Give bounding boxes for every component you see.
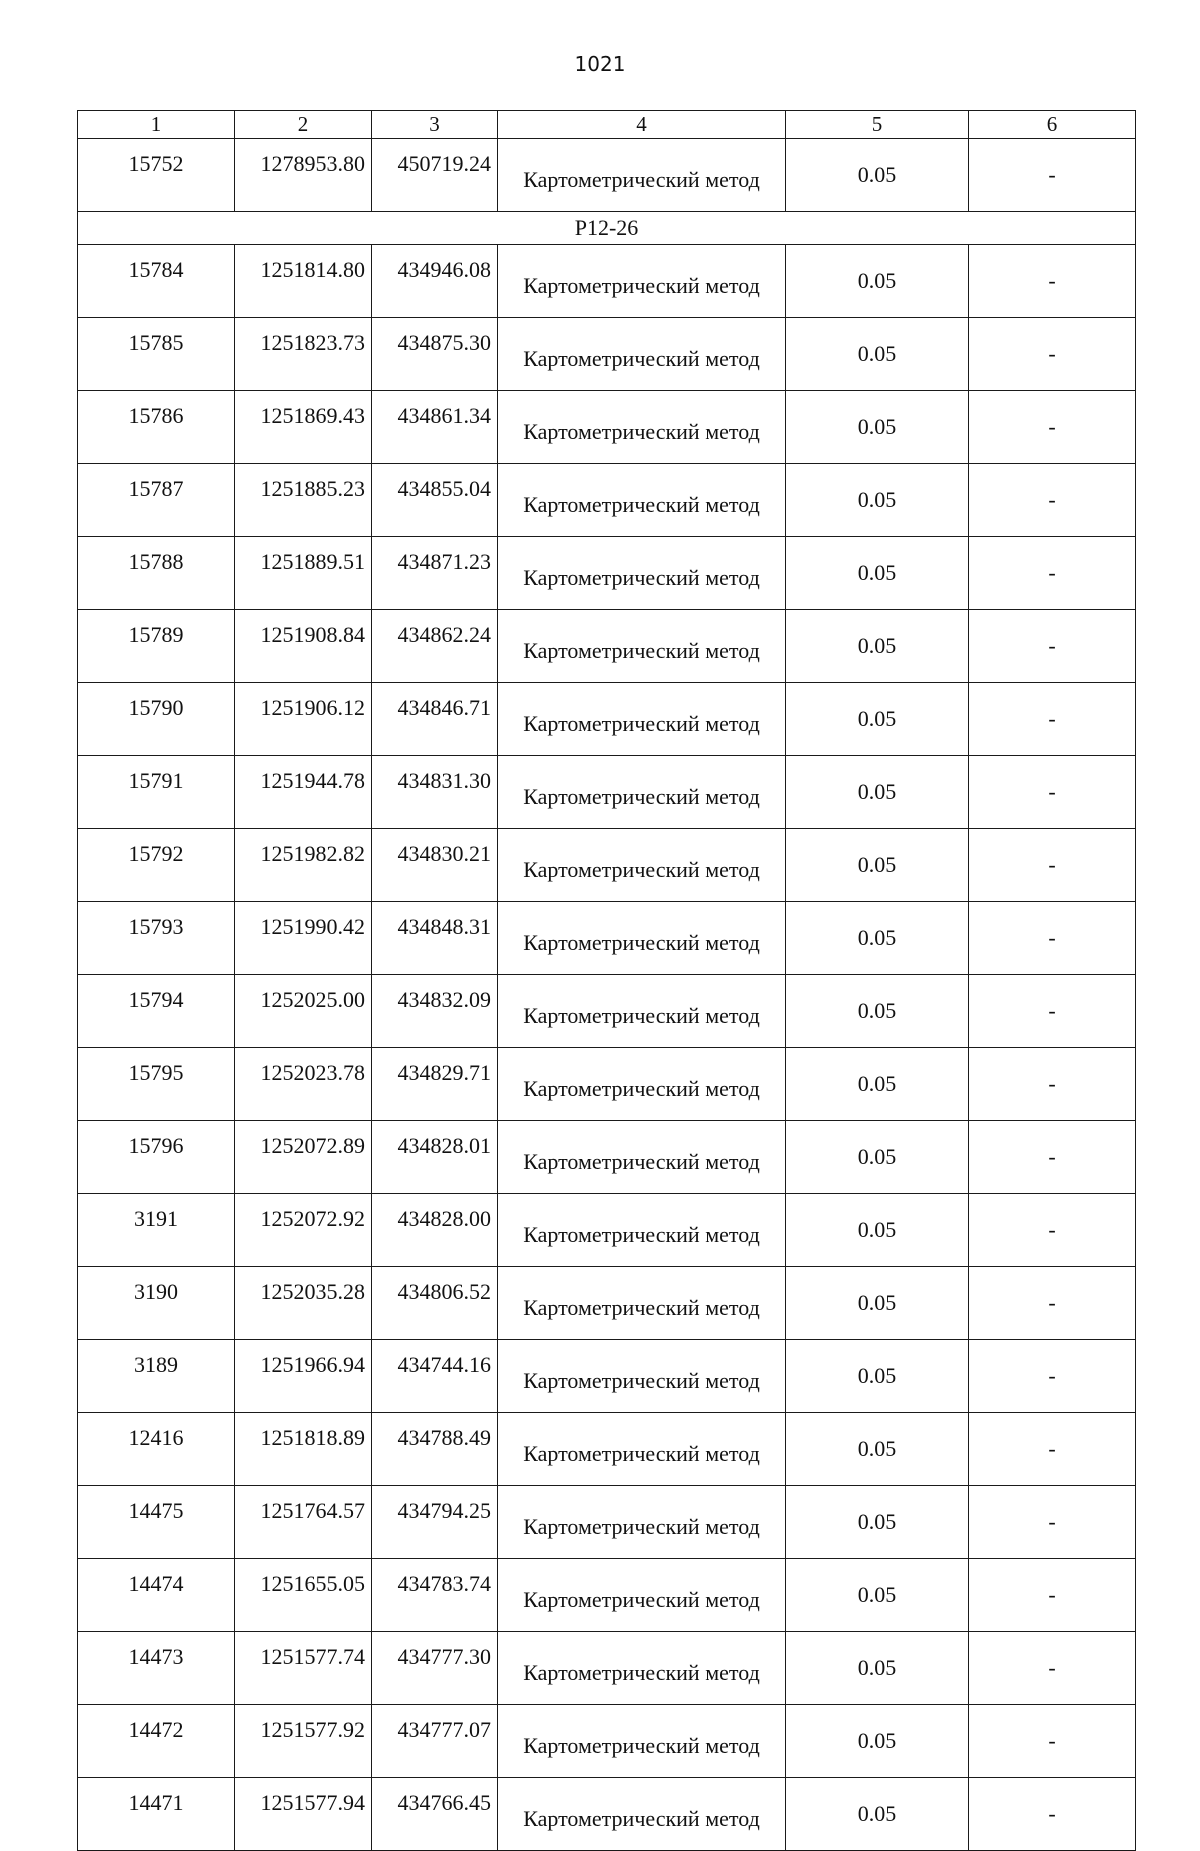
table-row <box>78 1194 1136 1267</box>
coordinate-x: 1252023.78 <box>235 1048 372 1121</box>
point-number: 3189 <box>78 1340 235 1413</box>
accuracy: 0.05 <box>786 139 969 212</box>
coordinate-x: 1251655.05 <box>235 1559 372 1632</box>
accuracy: 0.05 <box>786 902 969 975</box>
accuracy: 0.05 <box>786 1194 969 1267</box>
method: Картометрический метод <box>498 318 786 391</box>
method: Картометрический метод <box>498 1778 786 1851</box>
method: Картометрический метод <box>498 1121 786 1194</box>
description: - <box>969 1486 1136 1559</box>
method: Картометрический метод <box>498 1486 786 1559</box>
point-number: 14474 <box>78 1559 235 1632</box>
coordinate-x: 1252035.28 <box>235 1267 372 1340</box>
point-number: 15785 <box>78 318 235 391</box>
accuracy: 0.05 <box>786 610 969 683</box>
coordinate-y: 434862.24 <box>372 610 498 683</box>
description: - <box>969 683 1136 756</box>
coordinate-x: 1251577.74 <box>235 1632 372 1705</box>
description: - <box>969 756 1136 829</box>
table-row <box>78 1340 1136 1413</box>
accuracy: 0.05 <box>786 1559 969 1632</box>
coordinate-y: 450719.24 <box>372 139 498 212</box>
coordinate-y: 434946.08 <box>372 245 498 318</box>
coordinate-y: 434794.25 <box>372 1486 498 1559</box>
coordinate-y: 434831.30 <box>372 756 498 829</box>
method: Картометрический метод <box>498 1048 786 1121</box>
method: Картометрический метод <box>498 139 786 212</box>
coordinate-y: 434855.04 <box>372 464 498 537</box>
accuracy: 0.05 <box>786 1267 969 1340</box>
table-row <box>78 245 1136 318</box>
point-number: 14475 <box>78 1486 235 1559</box>
description: - <box>969 610 1136 683</box>
page-number: 1021 <box>574 52 626 76</box>
accuracy: 0.05 <box>786 1705 969 1778</box>
point-number: 15794 <box>78 975 235 1048</box>
coordinate-x: 1251908.84 <box>235 610 372 683</box>
table-row <box>78 1486 1136 1559</box>
point-number: 15789 <box>78 610 235 683</box>
coordinate-x: 1251869.43 <box>235 391 372 464</box>
coordinate-x: 1251814.80 <box>235 245 372 318</box>
accuracy: 0.05 <box>786 391 969 464</box>
accuracy: 0.05 <box>786 1048 969 1121</box>
method: Картометрический метод <box>498 1194 786 1267</box>
coordinate-x: 1251944.78 <box>235 756 372 829</box>
table-row <box>78 756 1136 829</box>
coordinate-y: 434777.07 <box>372 1705 498 1778</box>
coordinate-y: 434806.52 <box>372 1267 498 1340</box>
coordinate-y: 434861.34 <box>372 391 498 464</box>
table-row <box>78 1048 1136 1121</box>
description: - <box>969 902 1136 975</box>
coordinate-x: 1251818.89 <box>235 1413 372 1486</box>
point-number: 15787 <box>78 464 235 537</box>
table-row <box>78 829 1136 902</box>
description: - <box>969 1121 1136 1194</box>
method: Картометрический метод <box>498 902 786 975</box>
table-row <box>78 1632 1136 1705</box>
accuracy: 0.05 <box>786 245 969 318</box>
coordinates-table <box>77 110 1136 1851</box>
description: - <box>969 1267 1136 1340</box>
point-number: 15790 <box>78 683 235 756</box>
accuracy: 0.05 <box>786 1121 969 1194</box>
coordinate-x: 1252072.92 <box>235 1194 372 1267</box>
accuracy: 0.05 <box>786 1486 969 1559</box>
column-header-2: 2 <box>235 111 372 139</box>
point-number: 15784 <box>78 245 235 318</box>
method: Картометрический метод <box>498 683 786 756</box>
point-number: 14472 <box>78 1705 235 1778</box>
accuracy: 0.05 <box>786 537 969 610</box>
method: Картометрический метод <box>498 610 786 683</box>
point-number: 15786 <box>78 391 235 464</box>
coordinate-x: 1251982.82 <box>235 829 372 902</box>
accuracy: 0.05 <box>786 975 969 1048</box>
point-number: 15792 <box>78 829 235 902</box>
table-row <box>78 683 1136 756</box>
column-header-1: 1 <box>78 111 235 139</box>
table-row <box>78 318 1136 391</box>
coordinate-y: 434846.71 <box>372 683 498 756</box>
accuracy: 0.05 <box>786 1778 969 1851</box>
method: Картометрический метод <box>498 975 786 1048</box>
method: Картометрический метод <box>498 464 786 537</box>
column-header-6: 6 <box>969 111 1136 139</box>
description: - <box>969 1048 1136 1121</box>
description: - <box>969 391 1136 464</box>
coordinate-x: 1251764.57 <box>235 1486 372 1559</box>
coordinate-x: 1252072.89 <box>235 1121 372 1194</box>
accuracy: 0.05 <box>786 1413 969 1486</box>
table-row <box>78 537 1136 610</box>
coordinate-x: 1278953.80 <box>235 139 372 212</box>
point-number: 15793 <box>78 902 235 975</box>
accuracy: 0.05 <box>786 1340 969 1413</box>
coordinate-y: 434871.23 <box>372 537 498 610</box>
section-label: Р12-26 <box>78 212 1136 245</box>
method: Картометрический метод <box>498 756 786 829</box>
description: - <box>969 1778 1136 1851</box>
coordinate-x: 1251966.94 <box>235 1340 372 1413</box>
table-row <box>78 1705 1136 1778</box>
point-number: 15791 <box>78 756 235 829</box>
coordinate-x: 1251889.51 <box>235 537 372 610</box>
table-row <box>78 1559 1136 1632</box>
table-row <box>78 1267 1136 1340</box>
column-header-4: 4 <box>498 111 786 139</box>
coordinate-x: 1251906.12 <box>235 683 372 756</box>
point-number: 14473 <box>78 1632 235 1705</box>
description: - <box>969 975 1136 1048</box>
coordinate-x: 1251885.23 <box>235 464 372 537</box>
method: Картометрический метод <box>498 1340 786 1413</box>
description: - <box>969 1413 1136 1486</box>
description: - <box>969 537 1136 610</box>
table-row <box>78 975 1136 1048</box>
point-number: 15796 <box>78 1121 235 1194</box>
description: - <box>969 464 1136 537</box>
coordinate-y: 434744.16 <box>372 1340 498 1413</box>
coordinate-x: 1251577.94 <box>235 1778 372 1851</box>
coordinate-y: 434875.30 <box>372 318 498 391</box>
coordinate-x: 1252025.00 <box>235 975 372 1048</box>
description: - <box>969 1340 1136 1413</box>
method: Картометрический метод <box>498 245 786 318</box>
accuracy: 0.05 <box>786 756 969 829</box>
description: - <box>969 245 1136 318</box>
section-row <box>78 212 1136 245</box>
coordinate-y: 434832.09 <box>372 975 498 1048</box>
coordinate-y: 434788.49 <box>372 1413 498 1486</box>
point-number: 15788 <box>78 537 235 610</box>
point-number: 15795 <box>78 1048 235 1121</box>
accuracy: 0.05 <box>786 1632 969 1705</box>
coordinate-y: 434848.31 <box>372 902 498 975</box>
coordinate-y: 434830.21 <box>372 829 498 902</box>
description: - <box>969 139 1136 212</box>
table-row <box>78 139 1136 212</box>
column-header-3: 3 <box>372 111 498 139</box>
coordinate-y: 434777.30 <box>372 1632 498 1705</box>
coordinate-y: 434829.71 <box>372 1048 498 1121</box>
coordinate-y: 434766.45 <box>372 1778 498 1851</box>
coordinate-x: 1251577.92 <box>235 1705 372 1778</box>
description: - <box>969 829 1136 902</box>
method: Картометрический метод <box>498 537 786 610</box>
point-number: 14471 <box>78 1778 235 1851</box>
table-row <box>78 1778 1136 1851</box>
method: Картометрический метод <box>498 391 786 464</box>
point-number: 15752 <box>78 139 235 212</box>
accuracy: 0.05 <box>786 829 969 902</box>
method: Картометрический метод <box>498 1267 786 1340</box>
accuracy: 0.05 <box>786 683 969 756</box>
table-row <box>78 464 1136 537</box>
coordinate-x: 1251990.42 <box>235 902 372 975</box>
table-row <box>78 1121 1136 1194</box>
description: - <box>969 1632 1136 1705</box>
description: - <box>969 318 1136 391</box>
coordinate-y: 434783.74 <box>372 1559 498 1632</box>
coordinate-x: 1251823.73 <box>235 318 372 391</box>
coordinate-y: 434828.00 <box>372 1194 498 1267</box>
column-header-5: 5 <box>786 111 969 139</box>
point-number: 12416 <box>78 1413 235 1486</box>
method: Картометрический метод <box>498 1559 786 1632</box>
coordinate-y: 434828.01 <box>372 1121 498 1194</box>
table-row <box>78 610 1136 683</box>
method: Картометрический метод <box>498 1413 786 1486</box>
point-number: 3191 <box>78 1194 235 1267</box>
method: Картометрический метод <box>498 829 786 902</box>
description: - <box>969 1705 1136 1778</box>
accuracy: 0.05 <box>786 318 969 391</box>
table-row <box>78 1413 1136 1486</box>
table-row <box>78 391 1136 464</box>
accuracy: 0.05 <box>786 464 969 537</box>
header-row <box>78 111 1136 139</box>
method: Картометрический метод <box>498 1632 786 1705</box>
method: Картометрический метод <box>498 1705 786 1778</box>
point-number: 3190 <box>78 1267 235 1340</box>
table-row <box>78 902 1136 975</box>
description: - <box>969 1194 1136 1267</box>
description: - <box>969 1559 1136 1632</box>
